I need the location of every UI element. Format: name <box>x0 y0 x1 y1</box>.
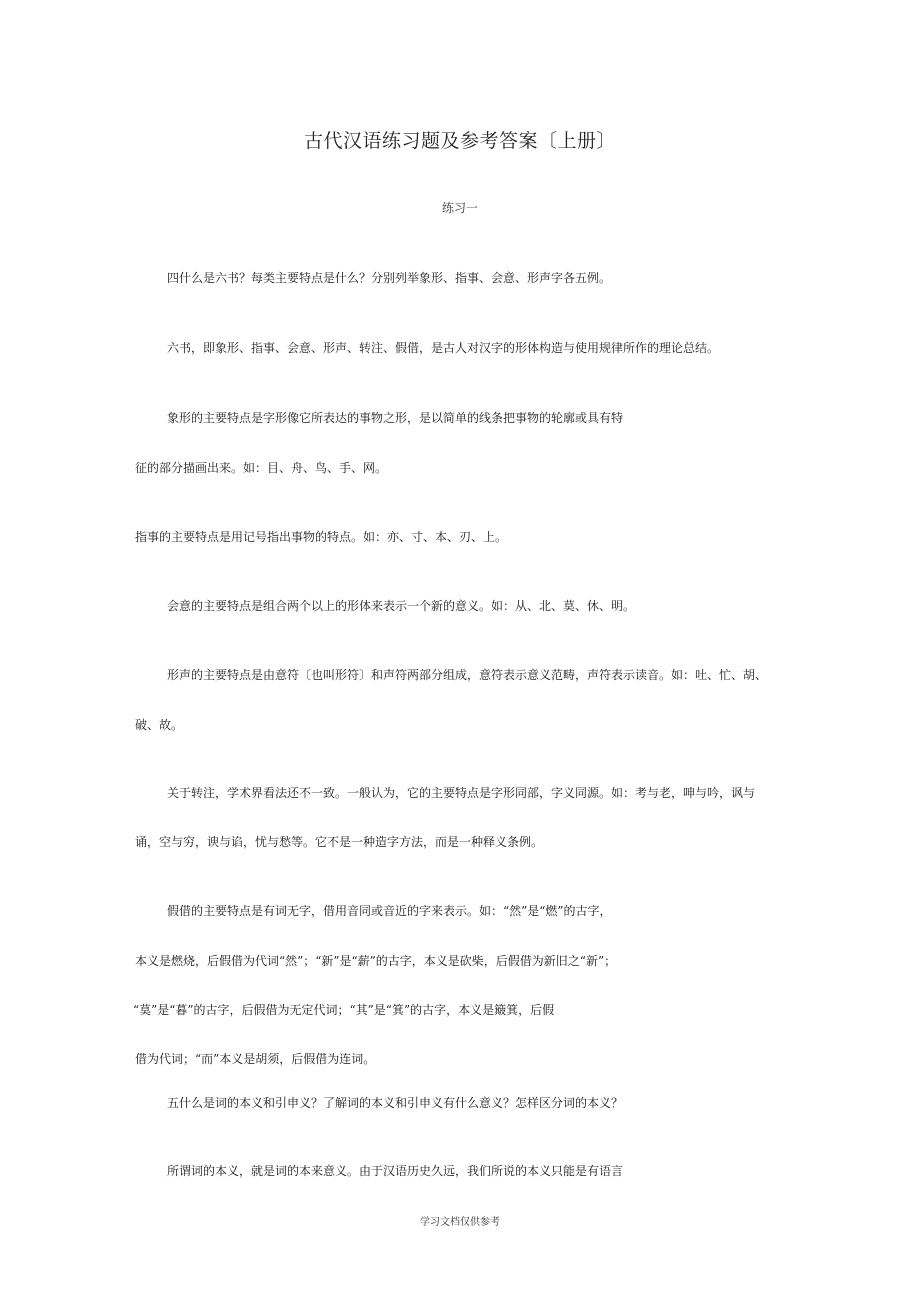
answer-paragraph: 形声的主要特点是由意符〔也叫形符〕和声符两部分组成，意符表示意义范畴，声符表示读音。如：吐、忙、胡、 <box>167 668 768 682</box>
page-footer: 学习文档仅供参考 <box>420 1217 500 1228</box>
answer-paragraph: 本义是燃烧，后假借为代词“然”；“新”是“薪”的古字，本义是砍柴，后假借为新旧之“新”； <box>135 954 617 968</box>
answer-paragraph: 诵，空与穷，谀与谄，忧与愁等。它不是一种造字方法，而是一种释义条例。 <box>135 835 544 849</box>
answer-paragraph: 指事的主要特点是用记号指出事物的特点。如：亦、寸、本、刃、上。 <box>135 530 508 544</box>
answer-paragraph: 破、故。 <box>135 718 184 732</box>
answer-paragraph: “莫”是“暮”的古字，后假借为无定代词；“其”是“箕”的古字，本义是簸箕，后假 <box>133 1003 555 1017</box>
answer-paragraph: 象形的主要特点是字形像它所表达的事物之形，是以简单的线条把事物的轮廓或具有特 <box>167 411 624 425</box>
document-title: 古代汉语练习题及参考答案〔上册〕 <box>303 130 616 152</box>
answer-paragraph: 所谓词的本义，就是词的本来意义。由于汉语历史久远，我们所说的本义只能是有语言 <box>167 1164 624 1178</box>
answer-paragraph: 征的部分描画出来。如：目、舟、鸟、手、网。 <box>135 461 388 475</box>
question-paragraph: 五什么是词的本义和引申义？了解词的本义和引申义有什么意义？怎样区分词的本义？ <box>167 1096 624 1110</box>
answer-paragraph: 关于转注，学术界看法还不一致。一般认为，它的主要特点是字形同部，字义同源。如：考与老，呻与吟，讽与 <box>167 786 756 800</box>
section-heading: 练习一 <box>441 201 478 215</box>
question-paragraph: 四什么是六书？每类主要特点是什么？分别列举象形、指事、会意、形声字各五例。 <box>167 271 612 285</box>
answer-paragraph: 假借的主要特点是有词无字，借用音同或音近的字来表示。如：“然”是“燃”的古字， <box>167 904 612 918</box>
answer-paragraph: 会意的主要特点是组合两个以上的形体来表示一个新的意义。如：从、北、莫、休、明。 <box>167 599 636 613</box>
answer-paragraph: 借为代词；“而”本义是胡须，后假借为连词。 <box>135 1052 376 1066</box>
answer-paragraph: 六书，即象形、指事、会意、形声、转注、假借，是古人对汉字的形体构造与使用规律所作的理论总结。 <box>167 341 720 355</box>
